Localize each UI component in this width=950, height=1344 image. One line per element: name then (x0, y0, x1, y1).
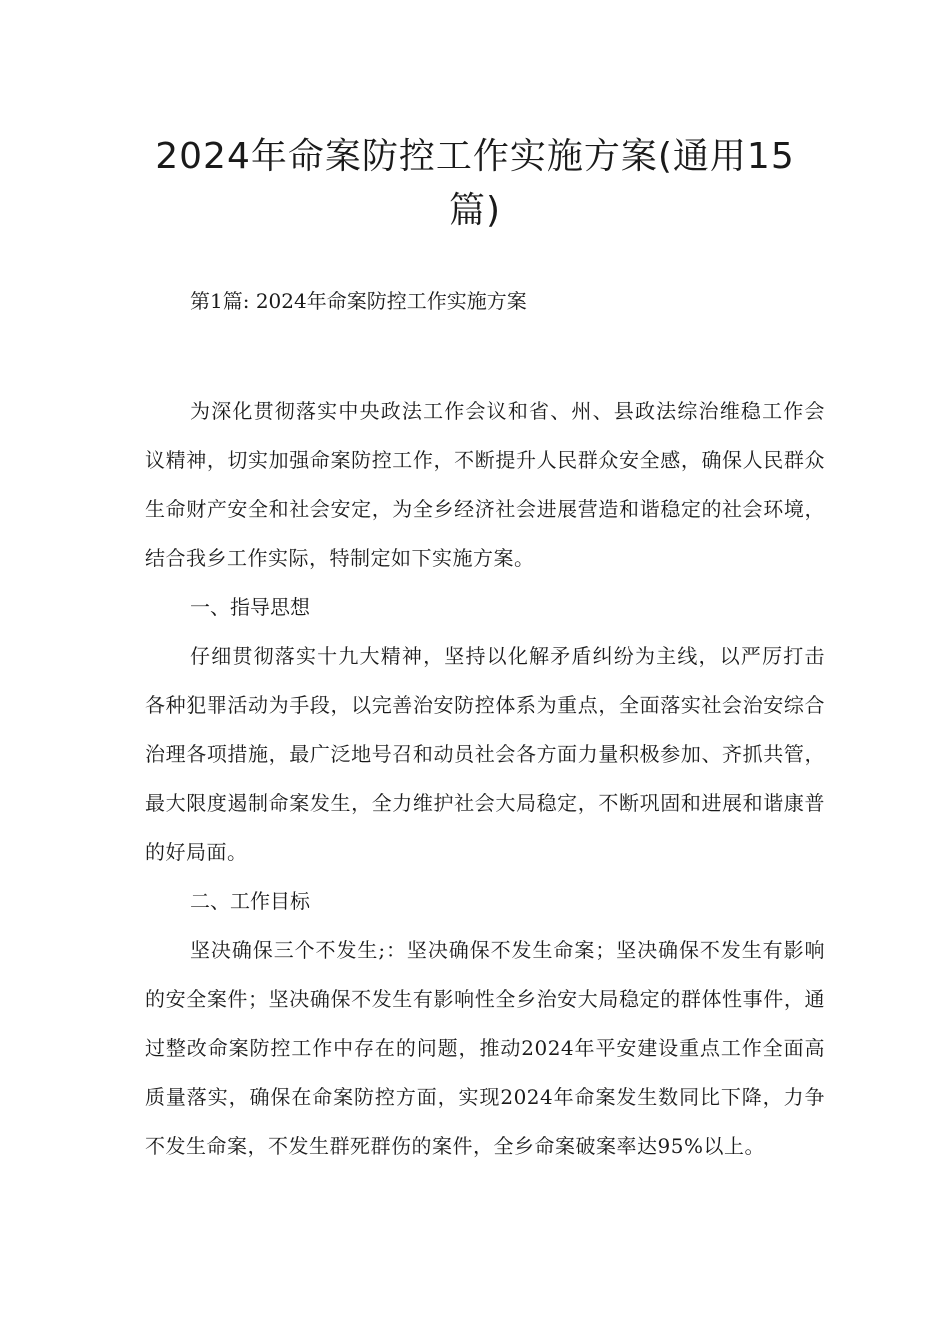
document-title-line-1: 2024年命案防控工作实施方案(通用15 (155, 136, 795, 177)
heading-guiding-thought: 一、指导思想 (190, 595, 310, 619)
guiding-thought-paragraph: 仔细贯彻落实十九大精神，坚持以化解矛盾纠纷为主线，以严厉打击各种犯罪活动为手段，以完善治安防控体系为重点，全面落实社会治安综合治理各项措施，最广泛地号召和动员社会各方面力量积极参加、齐抓共管，最大限度遏制命案发生，全力维护社会大局稳定，不断巩固和进展和谐康普的好局面。 (145, 644, 825, 864)
heading-work-goals: 二、工作目标 (190, 889, 310, 913)
work-goals-paragraph: 坚决确保三个不发生;：坚决确保不发生命案；坚决确保不发生有影响的安全案件；坚决确保不发生有影响性全乡治安大局稳定的群体性事件，通过整改命案防控工作中存在的问题，推动2024年平安建设重点工作全面高质量落实，确保在命案防控方面，实现2024年命案发生数同比下降，力争不发生命案，不发生群死群伤的案件，全乡命案破案率达95%以上。 (145, 938, 825, 1158)
section-subtitle: 第1篇: 2024年命案防控工作实施方案 (190, 289, 527, 313)
document-body (145, 280, 825, 1171)
intro-paragraph: 为深化贯彻落实中央政法工作会议和省、州、县政法综治维稳工作会议精神，切实加强命案防控工作，不断提升人民群众安全感，确保人民群众生命财产安全和社会安定，为全乡经济社会进展营造和谐稳定的社会环境，结合我乡工作实际，特制定如下实施方案。 (145, 399, 825, 570)
document-title-line-2: 篇) (448, 190, 502, 231)
document-title (120, 130, 830, 238)
